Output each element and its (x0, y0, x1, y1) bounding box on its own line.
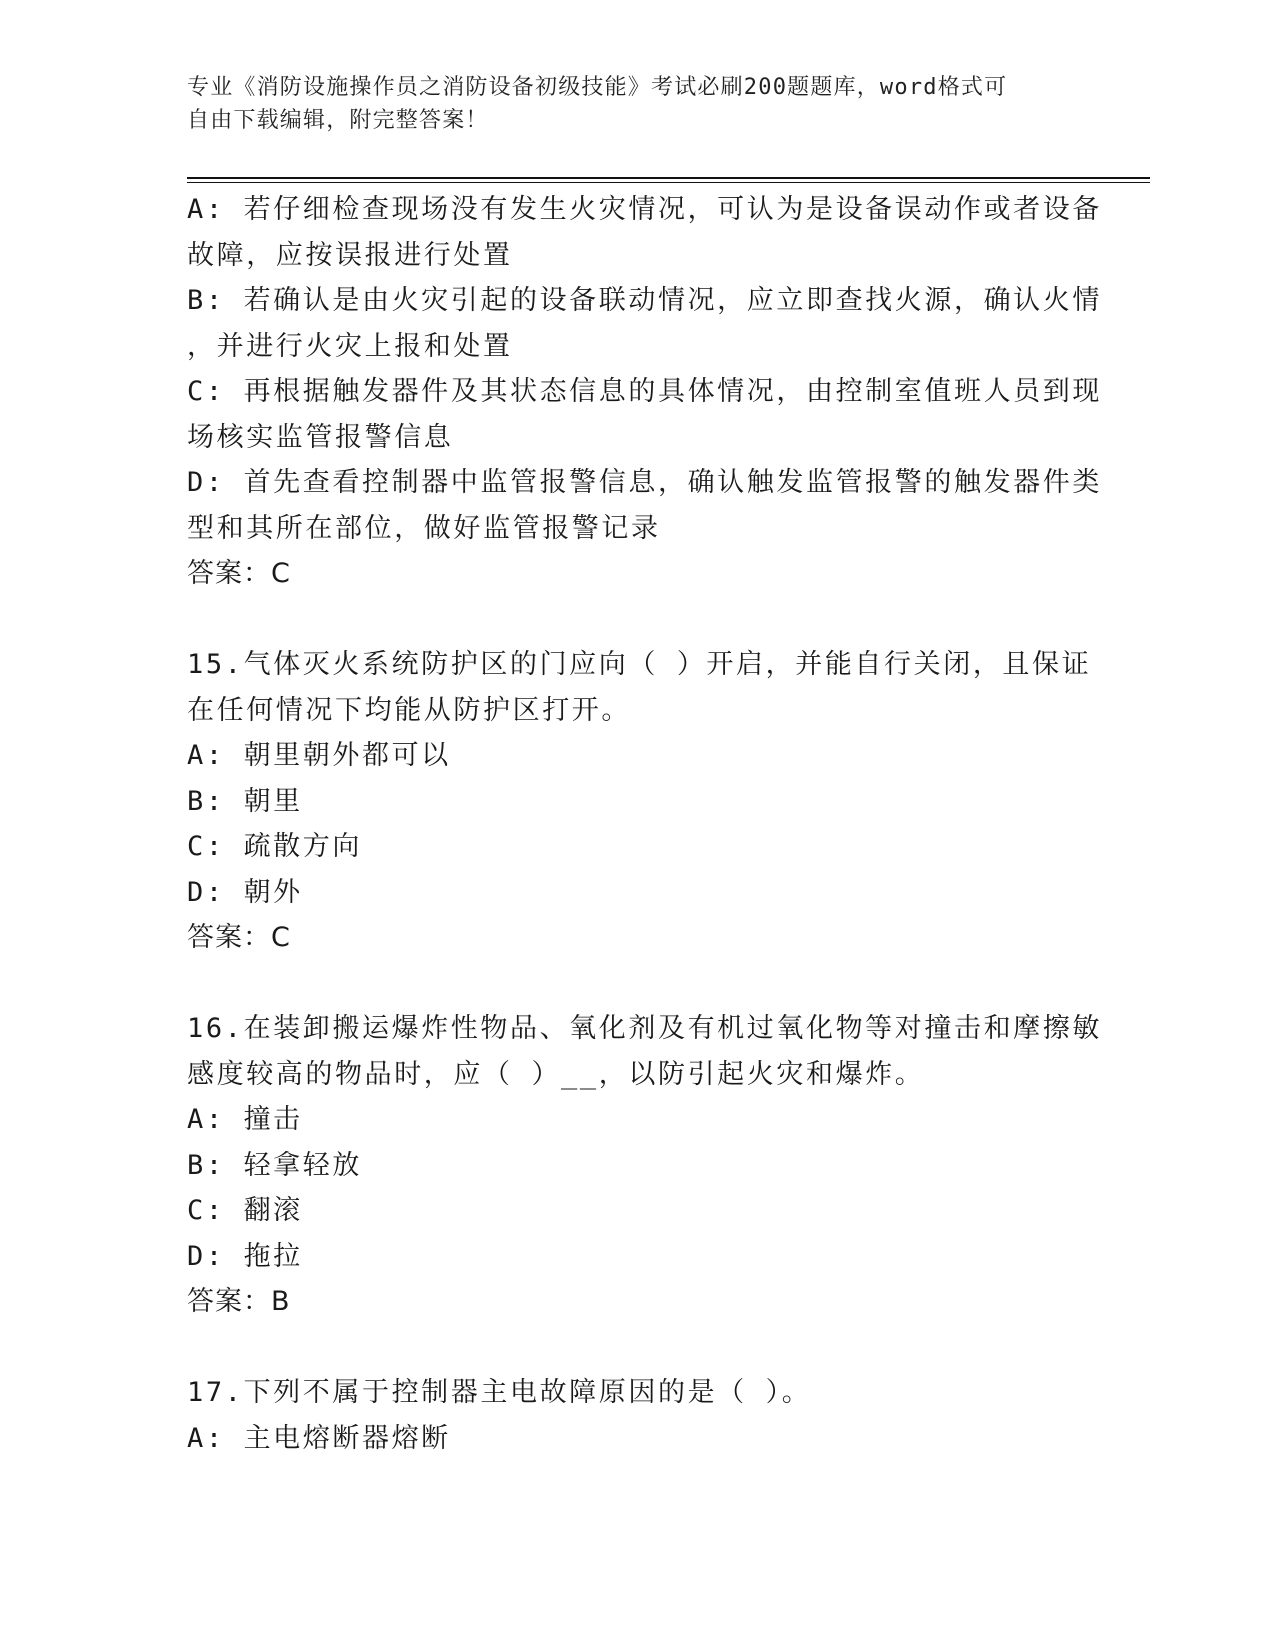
answer-line: 答案：C (187, 558, 291, 589)
question-spacer (187, 597, 1087, 643)
option-b-line-1: B: 若确认是由火灾引起的设备联动情况，应立即查找火源，确认火情 (187, 285, 1102, 316)
question-16-block (187, 1006, 1102, 1325)
page-header (187, 71, 1087, 137)
question-stem-line-1: 15.气体灭火系统防护区的门应向（ ）开启，并能自行关闭，且保证 (187, 649, 1092, 680)
header-line-1: 专业《消防设施操作员之消防设备初级技能》考试必刷200题题库，word格式可 (187, 75, 1008, 100)
question-spacer (187, 961, 1087, 1007)
option-a-line-1: A: 若仔细检查现场没有发生火灾情况，可认为是设备误动作或者设备 (187, 194, 1102, 225)
option-c-line-1: C: 再根据触发器件及其状态信息的具体情况，由控制室值班人员到现 (187, 376, 1102, 407)
question-17-block (187, 1370, 1087, 1461)
answer-line: 答案：B (187, 1286, 291, 1317)
question-15-block (187, 642, 1092, 961)
option-a: A: 主电熔断器熔断 (187, 1422, 451, 1454)
header-rule-thin (187, 182, 1150, 183)
option-d: D: 拖拉 (187, 1240, 303, 1272)
option-c: C: 疏散方向 (187, 831, 362, 862)
option-a: A: 撞击 (187, 1104, 303, 1135)
option-a-line-2: 故障，应按误报进行处置 (187, 239, 513, 271)
option-b: B: 朝里 (187, 785, 303, 817)
header-rule-thick (187, 177, 1150, 179)
prev-question-block (187, 187, 1102, 597)
answer-line: 答案：C (187, 922, 291, 953)
option-c: C: 翻滚 (187, 1195, 303, 1226)
option-b-line-2: ，并进行火灾上报和处置 (187, 330, 513, 362)
option-c-line-2: 场核实监管报警信息 (187, 421, 454, 453)
option-b: B: 轻拿轻放 (187, 1149, 362, 1181)
option-d: D: 朝外 (187, 876, 303, 908)
question-stem-line-1: 17.下列不属于控制器主电故障原因的是（ ）。 (187, 1377, 812, 1408)
question-stem-line-2: 感度较高的物品时，应（ ）__，以防引起火灾和爆炸。 (187, 1058, 925, 1090)
option-d-line-1: D: 首先查看控制器中监管报警信息，确认触发监管报警的触发器件类 (187, 467, 1102, 498)
option-a: A: 朝里朝外都可以 (187, 740, 451, 771)
option-d-line-2: 型和其所在部位，做好监管报警记录 (187, 512, 661, 544)
question-spacer (187, 1325, 1087, 1371)
question-stem-line-1: 16.在装卸搬运爆炸性物品、氧化剂及有机过氧化物等对撞击和摩擦敏 (187, 1013, 1102, 1044)
header-line-2: 自由下载编辑，附完整答案！ (187, 108, 489, 133)
question-stem-line-2: 在任何情况下均能从防护区打开。 (187, 694, 631, 726)
question-content (187, 187, 1102, 1461)
